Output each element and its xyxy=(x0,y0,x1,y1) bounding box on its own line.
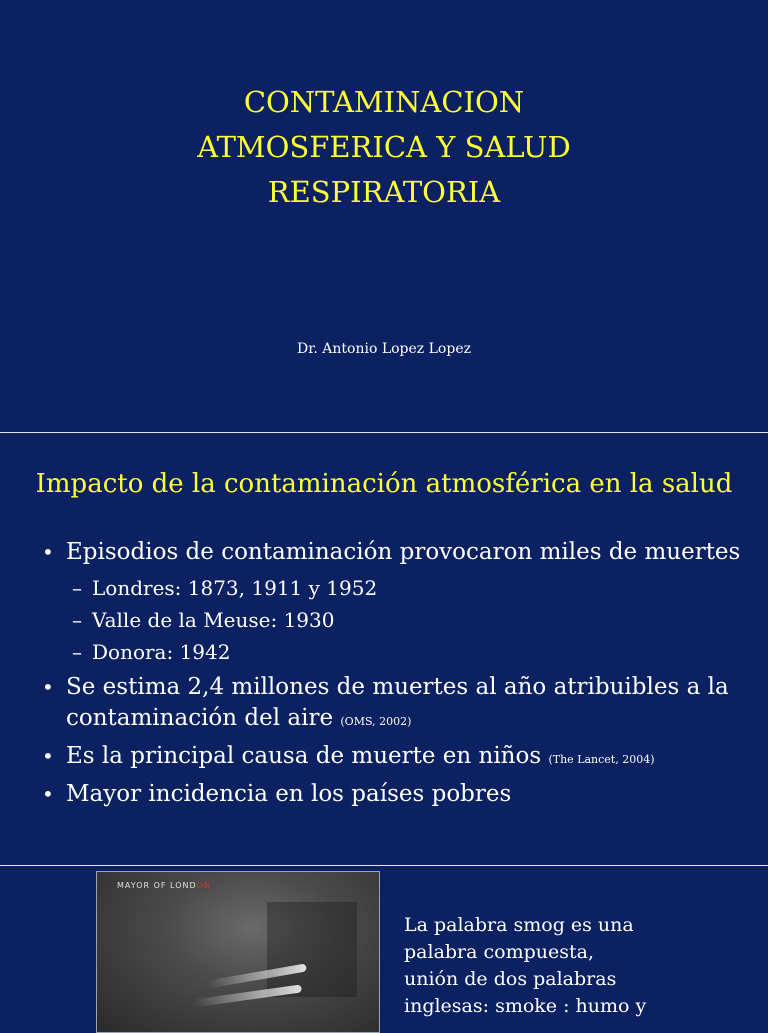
smog-slide xyxy=(0,866,768,1024)
bullet-icon: • xyxy=(42,744,54,768)
citation: (The Lancet, 2004) xyxy=(548,753,655,766)
dash-icon: – xyxy=(72,608,82,632)
bullet-text: Episodios de contaminación provocaron miles de muertes xyxy=(66,539,741,565)
title-line: CONTAMINACION xyxy=(243,85,525,119)
bullet-icon: • xyxy=(42,540,54,564)
sub-bullet-item xyxy=(42,636,742,668)
bus-silhouette xyxy=(267,902,357,997)
sub-bullet-item xyxy=(42,604,742,636)
bullet-item xyxy=(42,672,742,737)
dash-icon: – xyxy=(72,576,82,600)
bullet-icon: • xyxy=(42,782,54,806)
bullet-icon: • xyxy=(42,675,54,699)
photo-caption: MAYOR OF LONDON xyxy=(117,881,211,890)
text-line: La palabra smog es una xyxy=(404,914,634,936)
bullet-item xyxy=(42,537,742,568)
sub-bullet-text: Valle de la Meuse: 1930 xyxy=(92,608,335,632)
bullet-text: Se estima 2,4 millones de muertes al año atribuibles a la xyxy=(66,674,729,700)
text-line: unión de dos palabras xyxy=(404,968,617,990)
title-line: RESPIRATORIA xyxy=(267,175,501,209)
text-line: palabra compuesta, xyxy=(404,941,594,963)
bullet-item xyxy=(42,741,742,775)
bullet-text: Mayor incidencia en los países pobres xyxy=(66,781,512,807)
author-name: Dr. Antonio Lopez Lopez xyxy=(297,341,471,357)
slide-title: Impacto de la contaminación atmosférica en la salud xyxy=(35,469,733,499)
sub-bullet-text: Londres: 1873, 1911 y 1952 xyxy=(92,576,378,600)
dash-icon: – xyxy=(72,640,82,664)
bullet-text: Es la principal causa de muerte en niños xyxy=(66,743,542,769)
title-slide xyxy=(0,0,768,432)
sub-bullet-text: Donora: 1942 xyxy=(92,640,231,664)
sub-bullet-item xyxy=(42,572,742,604)
bullet-list xyxy=(42,537,742,814)
smog-photo xyxy=(96,871,380,1033)
title-line: ATMOSFERICA Y SALUD xyxy=(197,130,571,164)
impact-slide xyxy=(0,433,768,865)
bullet-text: contaminación del aire xyxy=(66,705,334,731)
bullet-item xyxy=(42,779,742,810)
slide-title xyxy=(0,80,768,215)
citation: (OMS, 2002) xyxy=(340,715,412,728)
smog-definition xyxy=(404,912,704,1020)
text-line: inglesas: smoke : humo y xyxy=(404,995,647,1017)
